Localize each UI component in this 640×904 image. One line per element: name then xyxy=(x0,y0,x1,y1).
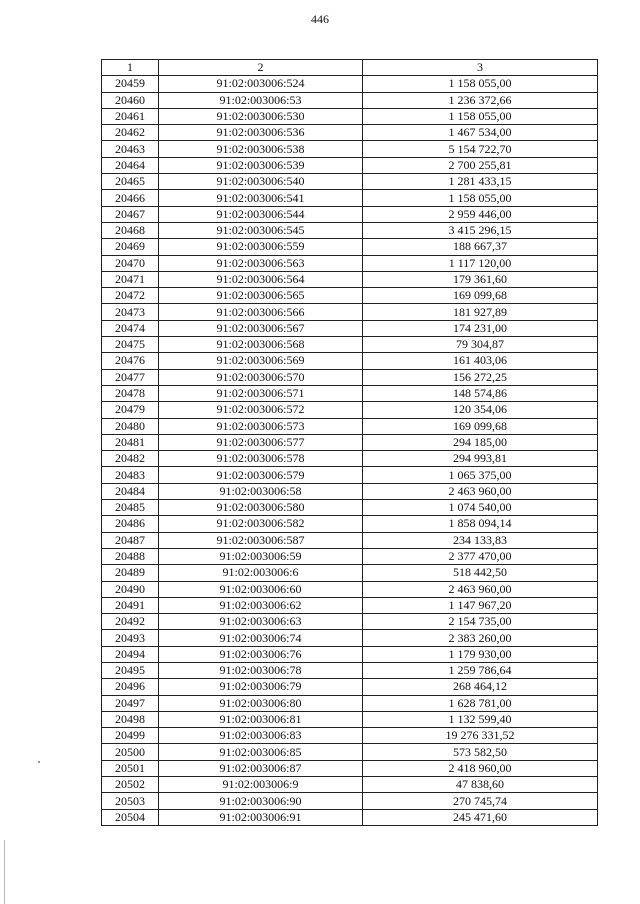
row-number-cell: 20502 xyxy=(102,777,159,793)
table-row xyxy=(102,565,598,581)
cadastral-number-cell: 91:02:003006:79 xyxy=(159,679,363,695)
value-cell: 2 463 960,00 xyxy=(363,581,598,597)
value-cell: 174 231,00 xyxy=(363,320,598,336)
value-cell: 1 236 372,66 xyxy=(363,92,598,108)
cadastral-number-cell: 91:02:003006:564 xyxy=(159,271,363,287)
value-cell: 1 281 433,15 xyxy=(363,174,598,190)
table-row xyxy=(102,320,598,336)
cadastral-number-cell: 91:02:003006:565 xyxy=(159,288,363,304)
value-cell: 1 858 094,14 xyxy=(363,516,598,532)
value-cell: 2 700 255,81 xyxy=(363,157,598,173)
row-number-cell: 20479 xyxy=(102,402,159,418)
table-row xyxy=(102,532,598,548)
table-row xyxy=(102,222,598,238)
cadastral-number-cell: 91:02:003006:59 xyxy=(159,548,363,564)
cadastral-number-cell: 91:02:003006:536 xyxy=(159,125,363,141)
cadastral-number-cell: 91:02:003006:76 xyxy=(159,646,363,662)
cadastral-number-cell: 91:02:003006:582 xyxy=(159,516,363,532)
row-number-cell: 20473 xyxy=(102,304,159,320)
row-number-cell: 20496 xyxy=(102,679,159,695)
value-cell: 270 745,74 xyxy=(363,793,598,809)
row-number-cell: 20504 xyxy=(102,809,159,825)
cadastral-number-cell: 91:02:003006:580 xyxy=(159,500,363,516)
value-cell: 573 582,50 xyxy=(363,744,598,760)
value-cell: 2 154 735,00 xyxy=(363,614,598,630)
cadastral-number-cell: 91:02:003006:568 xyxy=(159,337,363,353)
row-number-cell: 20484 xyxy=(102,483,159,499)
value-cell: 294 993,81 xyxy=(363,451,598,467)
value-cell: 156 272,25 xyxy=(363,369,598,385)
value-cell: 47 838,60 xyxy=(363,777,598,793)
table-row xyxy=(102,760,598,776)
row-number-cell: 20472 xyxy=(102,288,159,304)
table-row xyxy=(102,288,598,304)
row-number-cell: 20487 xyxy=(102,532,159,548)
row-number-cell: 20501 xyxy=(102,760,159,776)
row-number-cell: 20486 xyxy=(102,516,159,532)
cadastral-number-cell: 91:02:003006:81 xyxy=(159,711,363,727)
table-row xyxy=(102,793,598,809)
value-cell: 2 383 260,00 xyxy=(363,630,598,646)
value-cell: 120 354,06 xyxy=(363,402,598,418)
table-row xyxy=(102,92,598,108)
cadastral-number-cell: 91:02:003006:570 xyxy=(159,369,363,385)
table-row xyxy=(102,646,598,662)
row-number-cell: 20493 xyxy=(102,630,159,646)
table-row xyxy=(102,190,598,206)
row-number-cell: 20497 xyxy=(102,695,159,711)
value-cell: 188 667,37 xyxy=(363,239,598,255)
value-cell: 148 574,86 xyxy=(363,385,598,401)
table-row xyxy=(102,174,598,190)
cadastral-number-cell: 91:02:003006:53 xyxy=(159,92,363,108)
scan-speck xyxy=(38,761,40,763)
row-number-cell: 20477 xyxy=(102,369,159,385)
table-row xyxy=(102,125,598,141)
cadastral-number-cell: 91:02:003006:80 xyxy=(159,695,363,711)
cadastral-number-cell: 91:02:003006:85 xyxy=(159,744,363,760)
table-row xyxy=(102,369,598,385)
row-number-cell: 20485 xyxy=(102,500,159,516)
row-number-cell: 20462 xyxy=(102,125,159,141)
value-cell: 1 147 967,20 xyxy=(363,597,598,613)
value-cell: 169 099,68 xyxy=(363,288,598,304)
table-row xyxy=(102,108,598,124)
value-cell: 19 276 331,52 xyxy=(363,728,598,744)
row-number-cell: 20465 xyxy=(102,174,159,190)
table-row xyxy=(102,255,598,271)
row-number-cell: 20468 xyxy=(102,222,159,238)
cadastral-number-cell: 91:02:003006:577 xyxy=(159,434,363,450)
cadastral-number-cell: 91:02:003006:91 xyxy=(159,809,363,825)
table-row xyxy=(102,777,598,793)
value-cell: 245 471,60 xyxy=(363,809,598,825)
table-row xyxy=(102,206,598,222)
row-number-cell: 20471 xyxy=(102,271,159,287)
value-cell: 234 133,83 xyxy=(363,532,598,548)
table-row xyxy=(102,467,598,483)
value-cell: 2 418 960,00 xyxy=(363,760,598,776)
table-row xyxy=(102,711,598,727)
cadastral-number-cell: 91:02:003006:63 xyxy=(159,614,363,630)
header-row xyxy=(102,60,598,76)
table-row xyxy=(102,418,598,434)
table-row xyxy=(102,157,598,173)
table-row xyxy=(102,141,598,157)
value-cell: 268 464,12 xyxy=(363,679,598,695)
table-row xyxy=(102,239,598,255)
table-row xyxy=(102,614,598,630)
page-number: 446 xyxy=(311,12,329,26)
row-number-cell: 20494 xyxy=(102,646,159,662)
row-number-cell: 20466 xyxy=(102,190,159,206)
row-number-cell: 20463 xyxy=(102,141,159,157)
cadastral-number-cell: 91:02:003006:74 xyxy=(159,630,363,646)
table-row xyxy=(102,402,598,418)
column-header-3: 3 xyxy=(363,60,598,76)
cadastral-number-cell: 91:02:003006:538 xyxy=(159,141,363,157)
table-row xyxy=(102,695,598,711)
row-number-cell: 20470 xyxy=(102,255,159,271)
value-cell: 179 361,60 xyxy=(363,271,598,287)
cadastral-number-cell: 91:02:003006:78 xyxy=(159,662,363,678)
value-cell: 1 179 930,00 xyxy=(363,646,598,662)
row-number-cell: 20469 xyxy=(102,239,159,255)
cadastral-number-cell: 91:02:003006:539 xyxy=(159,157,363,173)
row-number-cell: 20476 xyxy=(102,353,159,369)
row-number-cell: 20499 xyxy=(102,728,159,744)
row-number-cell: 20461 xyxy=(102,108,159,124)
row-number-cell: 20489 xyxy=(102,565,159,581)
value-cell: 1 065 375,00 xyxy=(363,467,598,483)
row-number-cell: 20503 xyxy=(102,793,159,809)
row-number-cell: 20490 xyxy=(102,581,159,597)
table-row xyxy=(102,581,598,597)
value-cell: 161 403,06 xyxy=(363,353,598,369)
table-row xyxy=(102,500,598,516)
table-row xyxy=(102,451,598,467)
value-cell: 294 185,00 xyxy=(363,434,598,450)
value-cell: 1 158 055,00 xyxy=(363,108,598,124)
row-number-cell: 20488 xyxy=(102,548,159,564)
cadastral-number-cell: 91:02:003006:587 xyxy=(159,532,363,548)
value-cell: 1 628 781,00 xyxy=(363,695,598,711)
value-cell: 1 467 534,00 xyxy=(363,125,598,141)
cadastral-number-cell: 91:02:003006:530 xyxy=(159,108,363,124)
row-number-cell: 20478 xyxy=(102,385,159,401)
cadastral-number-cell: 91:02:003006:58 xyxy=(159,483,363,499)
cadastral-number-cell: 91:02:003006:62 xyxy=(159,597,363,613)
row-number-cell: 20464 xyxy=(102,157,159,173)
row-number-cell: 20475 xyxy=(102,337,159,353)
table-row xyxy=(102,76,598,92)
row-number-cell: 20481 xyxy=(102,434,159,450)
row-number-cell: 20482 xyxy=(102,451,159,467)
value-cell: 2 377 470,00 xyxy=(363,548,598,564)
value-cell: 3 415 296,15 xyxy=(363,222,598,238)
table-row xyxy=(102,434,598,450)
cadastral-number-cell: 91:02:003006:545 xyxy=(159,222,363,238)
cadastral-number-cell: 91:02:003006:90 xyxy=(159,793,363,809)
row-number-cell: 20460 xyxy=(102,92,159,108)
row-number-cell: 20498 xyxy=(102,711,159,727)
value-cell: 518 442,50 xyxy=(363,565,598,581)
table-row xyxy=(102,728,598,744)
cadastral-number-cell: 91:02:003006:563 xyxy=(159,255,363,271)
cadastral-number-cell: 91:02:003006:559 xyxy=(159,239,363,255)
cadastral-number-cell: 91:02:003006:541 xyxy=(159,190,363,206)
scan-edge-line xyxy=(4,840,5,904)
row-number-cell: 20480 xyxy=(102,418,159,434)
value-cell: 1 132 599,40 xyxy=(363,711,598,727)
table-row xyxy=(102,662,598,678)
table-row xyxy=(102,271,598,287)
value-cell: 2 959 446,00 xyxy=(363,206,598,222)
cadastral-number-cell: 91:02:003006:579 xyxy=(159,467,363,483)
cadastral-number-cell: 91:02:003006:569 xyxy=(159,353,363,369)
table-row xyxy=(102,483,598,499)
cadastral-number-cell: 91:02:003006:9 xyxy=(159,777,363,793)
row-number-cell: 20492 xyxy=(102,614,159,630)
table-row xyxy=(102,516,598,532)
row-number-cell: 20474 xyxy=(102,320,159,336)
value-cell: 2 463 960,00 xyxy=(363,483,598,499)
row-number-cell: 20500 xyxy=(102,744,159,760)
cadastral-number-cell: 91:02:003006:83 xyxy=(159,728,363,744)
value-cell: 1 074 540,00 xyxy=(363,500,598,516)
table-body xyxy=(102,76,598,826)
cadastral-number-cell: 91:02:003006:524 xyxy=(159,76,363,92)
value-cell: 1 117 120,00 xyxy=(363,255,598,271)
table-header xyxy=(102,60,598,76)
table-row xyxy=(102,337,598,353)
row-number-cell: 20467 xyxy=(102,206,159,222)
cadastral-number-cell: 91:02:003006:578 xyxy=(159,451,363,467)
table-row xyxy=(102,597,598,613)
table-row xyxy=(102,304,598,320)
value-cell: 1 158 055,00 xyxy=(363,190,598,206)
row-number-cell: 20459 xyxy=(102,76,159,92)
registry-table xyxy=(101,59,598,826)
table-row xyxy=(102,548,598,564)
cadastral-number-cell: 91:02:003006:566 xyxy=(159,304,363,320)
column-header-1: 1 xyxy=(102,60,159,76)
row-number-cell: 20495 xyxy=(102,662,159,678)
cadastral-number-cell: 91:02:003006:6 xyxy=(159,565,363,581)
table-row xyxy=(102,679,598,695)
value-cell: 79 304,87 xyxy=(363,337,598,353)
value-cell: 1 259 786,64 xyxy=(363,662,598,678)
cadastral-number-cell: 91:02:003006:60 xyxy=(159,581,363,597)
cadastral-number-cell: 91:02:003006:567 xyxy=(159,320,363,336)
cadastral-number-cell: 91:02:003006:573 xyxy=(159,418,363,434)
table-row xyxy=(102,385,598,401)
cadastral-number-cell: 91:02:003006:544 xyxy=(159,206,363,222)
table-row xyxy=(102,809,598,825)
row-number-cell: 20483 xyxy=(102,467,159,483)
cadastral-number-cell: 91:02:003006:87 xyxy=(159,760,363,776)
row-number-cell: 20491 xyxy=(102,597,159,613)
cadastral-number-cell: 91:02:003006:540 xyxy=(159,174,363,190)
cadastral-number-cell: 91:02:003006:571 xyxy=(159,385,363,401)
table-row xyxy=(102,353,598,369)
table-row xyxy=(102,630,598,646)
value-cell: 1 158 055,00 xyxy=(363,76,598,92)
value-cell: 5 154 722,70 xyxy=(363,141,598,157)
value-cell: 181 927,89 xyxy=(363,304,598,320)
value-cell: 169 099,68 xyxy=(363,418,598,434)
table-row xyxy=(102,744,598,760)
column-header-2: 2 xyxy=(159,60,363,76)
cadastral-number-cell: 91:02:003006:572 xyxy=(159,402,363,418)
